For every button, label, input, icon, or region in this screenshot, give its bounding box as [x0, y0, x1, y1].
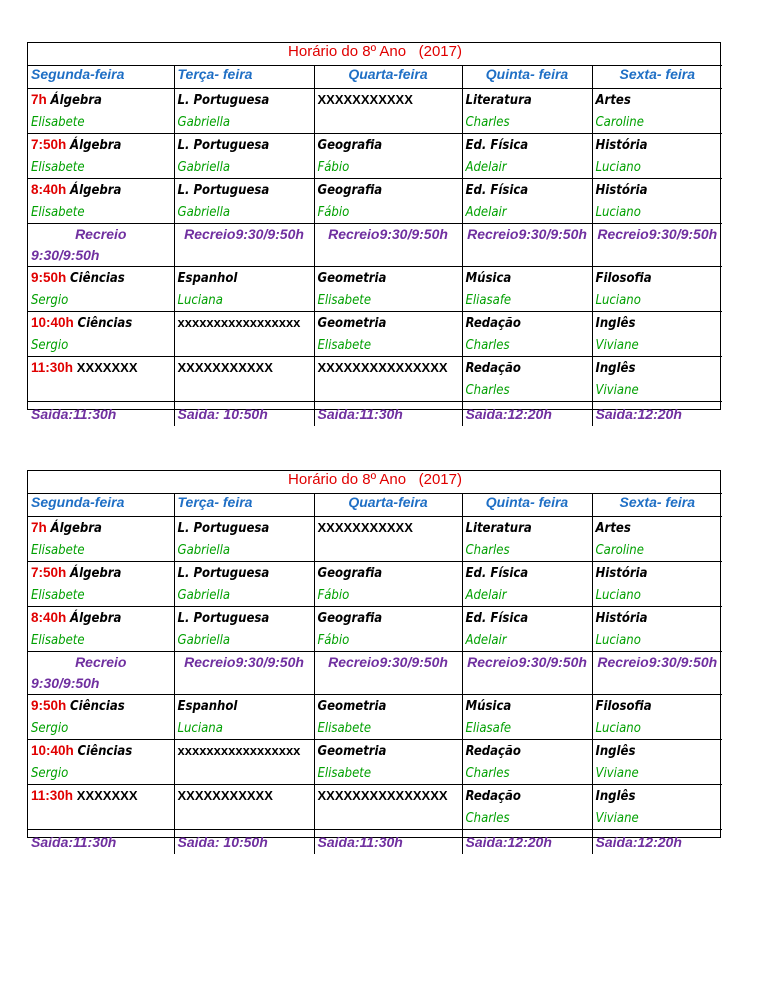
teacher-name: Elisabete	[317, 766, 372, 781]
teacher-name: Luciano	[595, 633, 641, 648]
subject-label: XXXXXXXXXXX	[177, 788, 273, 803]
period-cell	[462, 312, 592, 357]
day-header: Sexta- feira	[592, 66, 722, 89]
period-cell	[462, 179, 592, 224]
teacher-name: Fábio	[317, 160, 350, 175]
recess-label: Recreio	[597, 226, 649, 242]
recess-label: Recreio	[75, 654, 127, 670]
teacher-name: Elisabete	[31, 115, 85, 130]
teacher-name: Luciana	[177, 721, 223, 736]
period-cell	[174, 517, 314, 562]
recess-label: Recreio	[184, 226, 236, 242]
period-cell	[174, 134, 314, 179]
period-cell	[462, 267, 592, 312]
teacher-name: Sergio	[31, 721, 69, 736]
subject-label: XXXXXXXXXXX	[177, 360, 273, 375]
period-cell	[462, 517, 592, 562]
period-cell	[174, 179, 314, 224]
day-header: Segunda-feira	[28, 494, 174, 517]
teacher-name: Sergio	[31, 766, 69, 781]
teacher-name: Luciano	[595, 293, 641, 308]
subject-label: L. Portuguesa	[177, 611, 270, 626]
period-cell	[174, 267, 314, 312]
subject-label: XXXXXXXXXXXXXXX	[317, 788, 448, 803]
day-header: Quinta- feira	[462, 66, 592, 89]
recess-time: 9:30/9:50h	[518, 226, 587, 242]
subject-label: xxxxxxxxxxxxxxxxx	[177, 315, 301, 330]
day-header: Quarta-feira	[314, 66, 462, 89]
subject-label: Geografia	[317, 138, 383, 153]
subject-label: Inglês	[595, 744, 636, 759]
subject-label: História	[595, 611, 648, 626]
period-cell	[28, 267, 174, 312]
period-time: 7h	[31, 92, 47, 107]
dismissal-time: Saída:11:30h	[28, 402, 174, 427]
subject-label: Filosofia	[595, 271, 652, 286]
subject-label: Álgebra	[70, 138, 122, 153]
teacher-name: Charles	[465, 811, 510, 826]
day-header: Terça- feira	[174, 494, 314, 517]
period-cell	[28, 562, 174, 607]
recess-time: 9:30/9:50h	[648, 226, 718, 242]
subject-label: Geometria	[317, 744, 387, 759]
recess-cell	[314, 652, 462, 695]
teacher-name: Viviane	[595, 811, 639, 826]
day-header: Terça- feira	[174, 66, 314, 89]
recess-cell	[174, 224, 314, 267]
period-cell	[174, 562, 314, 607]
period-cell	[462, 562, 592, 607]
period-cell	[174, 89, 314, 134]
subject-label: Inglês	[595, 316, 636, 331]
subject-label: Álgebra	[70, 183, 122, 198]
teacher-name: Luciano	[595, 721, 641, 736]
period-cell	[314, 267, 462, 312]
period-cell	[174, 357, 314, 402]
period-cell	[314, 740, 462, 785]
teacher-name: Adelair	[465, 160, 507, 175]
period-cell	[314, 312, 462, 357]
period-cell	[462, 785, 592, 830]
recess-cell	[592, 652, 722, 695]
dismissal-time: Saída:11:30h	[314, 402, 462, 427]
period-time: 8:40h	[31, 182, 67, 197]
subject-label: Ed. Física	[465, 566, 529, 581]
recess-cell	[314, 224, 462, 267]
subject-label: Geografia	[317, 611, 383, 626]
dismissal-time: Saída: 10:50h	[174, 402, 314, 427]
teacher-name: Gabriella	[177, 633, 231, 648]
teacher-name: Luciano	[595, 160, 641, 175]
teacher-name: Charles	[465, 766, 510, 781]
period-cell	[592, 785, 722, 830]
teacher-name: Caroline	[595, 115, 644, 130]
recess-cell	[462, 652, 592, 695]
recess-cell	[462, 224, 592, 267]
recess-time: 9:30/9:50h	[379, 654, 448, 670]
period-cell	[592, 607, 722, 652]
teacher-name: Adelair	[465, 633, 507, 648]
teacher-name: Gabriella	[177, 205, 231, 220]
dismissal-time: Saída:12:20h	[592, 830, 722, 855]
subject-label: Ciências	[77, 316, 133, 331]
period-time: 9:50h	[31, 270, 67, 285]
teacher-name: Elisabete	[317, 338, 372, 353]
period-cell	[28, 89, 174, 134]
recess-label: Recreio	[597, 654, 649, 670]
period-cell	[314, 179, 462, 224]
dismissal-time: Saída:11:30h	[28, 830, 174, 855]
subject-label: Ed. Física	[465, 138, 529, 153]
period-cell	[314, 695, 462, 740]
subject-label: Inglês	[595, 789, 636, 804]
schedule-table-1	[27, 42, 721, 422]
subject-label: Ciências	[70, 699, 125, 714]
teacher-name: Viviane	[595, 766, 639, 781]
subject-label: XXXXXXX	[76, 360, 138, 375]
teacher-name: Sergio	[31, 293, 69, 308]
period-cell	[314, 562, 462, 607]
period-time: 7:50h	[31, 565, 67, 580]
teacher-name: Luciana	[177, 293, 223, 308]
recess-cell	[592, 224, 722, 267]
period-time: 11:30h	[31, 788, 74, 803]
dismissal-time: Saída:11:30h	[314, 830, 462, 855]
subject-label: Ed. Física	[465, 611, 529, 626]
teacher-name: Caroline	[595, 543, 644, 558]
schedule-title: Horário do 8º Ano (2017)	[28, 471, 722, 494]
period-cell	[174, 785, 314, 830]
subject-label: Filosofia	[595, 699, 652, 714]
dismissal-time: Saída:12:20h	[592, 402, 722, 427]
teacher-name: Elisabete	[31, 543, 85, 558]
period-cell	[462, 134, 592, 179]
period-cell	[314, 517, 462, 562]
period-cell	[592, 312, 722, 357]
period-cell	[314, 134, 462, 179]
recess-label: Recreio	[467, 654, 519, 670]
teacher-name: Fábio	[317, 205, 350, 220]
teacher-name: Gabriella	[177, 543, 231, 558]
period-cell	[174, 740, 314, 785]
period-cell	[28, 740, 174, 785]
recess-time: 9:30/9:50h	[379, 226, 448, 242]
teacher-name: Elisabete	[31, 160, 85, 175]
period-cell	[462, 89, 592, 134]
subject-label: Literatura	[465, 93, 532, 108]
recess-label: Recreio	[184, 654, 236, 670]
subject-label: Artes	[595, 521, 631, 536]
period-time: 11:30h	[31, 360, 74, 375]
teacher-name: Adelair	[465, 588, 507, 603]
period-cell	[462, 695, 592, 740]
recess-label: Recreio	[75, 226, 127, 242]
period-cell	[314, 785, 462, 830]
period-cell	[28, 179, 174, 224]
teacher-name: Elisabete	[317, 721, 372, 736]
period-cell	[592, 89, 722, 134]
period-cell	[28, 607, 174, 652]
period-time: 10:40h	[31, 315, 74, 330]
period-cell	[462, 740, 592, 785]
subject-label: L. Portuguesa	[177, 93, 270, 108]
recess-cell	[28, 224, 174, 267]
subject-label: L. Portuguesa	[177, 521, 270, 536]
recess-cell	[28, 652, 174, 695]
day-header: Quarta-feira	[314, 494, 462, 517]
recess-label: Recreio	[328, 226, 380, 242]
subject-label: Geometria	[317, 271, 387, 286]
teacher-name: Gabriella	[177, 115, 231, 130]
teacher-name: Viviane	[595, 383, 639, 398]
subject-label: XXXXXXXXXXX	[317, 92, 413, 107]
teacher-name: Eliasafe	[465, 293, 512, 308]
teacher-name: Sergio	[31, 338, 69, 353]
teacher-name: Charles	[465, 338, 510, 353]
period-cell	[28, 134, 174, 179]
subject-label: Inglês	[595, 361, 636, 376]
teacher-name: Fábio	[317, 588, 350, 603]
period-cell	[174, 607, 314, 652]
period-time: 8:40h	[31, 610, 67, 625]
teacher-name: Elisabete	[31, 205, 85, 220]
teacher-name: Gabriella	[177, 588, 231, 603]
subject-label: Redação	[465, 789, 521, 804]
period-time: 9:50h	[31, 698, 67, 713]
period-cell	[592, 740, 722, 785]
period-cell	[592, 517, 722, 562]
teacher-name: Eliasafe	[465, 721, 512, 736]
period-cell	[592, 562, 722, 607]
teacher-name: Luciano	[595, 205, 641, 220]
recess-time: 9:30/9:50h	[518, 654, 587, 670]
period-cell	[28, 695, 174, 740]
period-cell	[592, 179, 722, 224]
teacher-name: Luciano	[595, 588, 641, 603]
teacher-name: Viviane	[595, 338, 639, 353]
subject-label: Geometria	[317, 699, 387, 714]
period-cell	[592, 357, 722, 402]
recess-time: 9:30/9:50h	[235, 226, 304, 242]
teacher-name: Adelair	[465, 205, 507, 220]
recess-time: 9:30/9:50h	[31, 247, 100, 263]
period-cell	[462, 607, 592, 652]
subject-label: Álgebra	[70, 566, 122, 581]
subject-label: Ciências	[70, 271, 125, 286]
dismissal-time: Saída:12:20h	[462, 830, 592, 855]
period-cell	[28, 785, 174, 830]
recess-cell	[174, 652, 314, 695]
period-cell	[592, 695, 722, 740]
period-cell	[174, 312, 314, 357]
subject-label: Música	[465, 699, 512, 714]
subject-label: Redação	[465, 744, 521, 759]
period-cell	[314, 89, 462, 134]
subject-label: L. Portuguesa	[177, 138, 270, 153]
teacher-name: Elisabete	[31, 633, 85, 648]
subject-label: L. Portuguesa	[177, 566, 270, 581]
period-cell	[592, 134, 722, 179]
period-cell	[28, 517, 174, 562]
recess-time: 9:30/9:50h	[235, 654, 304, 670]
day-header: Segunda-feira	[28, 66, 174, 89]
subject-label: Ed. Física	[465, 183, 529, 198]
dismissal-time: Saída:12:20h	[462, 402, 592, 427]
teacher-name: Fábio	[317, 633, 350, 648]
subject-label: Geometria	[317, 316, 387, 331]
period-cell	[314, 607, 462, 652]
day-header: Sexta- feira	[592, 494, 722, 517]
teacher-name: Gabriella	[177, 160, 231, 175]
recess-label: Recreio	[467, 226, 519, 242]
period-time: 10:40h	[31, 743, 74, 758]
dismissal-time: Saída: 10:50h	[174, 830, 314, 855]
period-cell	[314, 357, 462, 402]
period-cell	[462, 357, 592, 402]
recess-time: 9:30/9:50h	[648, 654, 718, 670]
day-header: Quinta- feira	[462, 494, 592, 517]
period-time: 7:50h	[31, 137, 67, 152]
teacher-name: Charles	[465, 383, 510, 398]
subject-label: História	[595, 183, 648, 198]
teacher-name: Elisabete	[317, 293, 372, 308]
subject-label: XXXXXXX	[76, 788, 138, 803]
subject-label: Literatura	[465, 521, 532, 536]
period-cell	[174, 695, 314, 740]
period-cell	[28, 312, 174, 357]
teacher-name: Charles	[465, 543, 510, 558]
schedule-title: Horário do 8º Ano (2017)	[28, 43, 722, 66]
subject-label: Espanhol	[177, 271, 238, 286]
subject-label: Álgebra	[50, 521, 102, 536]
subject-label: xxxxxxxxxxxxxxxxx	[177, 743, 301, 758]
subject-label: XXXXXXXXXXX	[317, 520, 413, 535]
subject-label: L. Portuguesa	[177, 183, 270, 198]
period-time: 7h	[31, 520, 47, 535]
subject-label: Álgebra	[70, 611, 122, 626]
subject-label: Música	[465, 271, 512, 286]
period-cell	[28, 357, 174, 402]
subject-label: Redação	[465, 316, 521, 331]
subject-label: XXXXXXXXXXXXXXX	[317, 360, 448, 375]
subject-label: Redação	[465, 361, 521, 376]
subject-label: Álgebra	[50, 93, 102, 108]
schedule-table-2	[27, 470, 721, 850]
subject-label: História	[595, 566, 648, 581]
subject-label: Espanhol	[177, 699, 238, 714]
subject-label: Geografia	[317, 183, 383, 198]
subject-label: Artes	[595, 93, 631, 108]
subject-label: Ciências	[77, 744, 133, 759]
recess-label: Recreio	[328, 654, 380, 670]
teacher-name: Charles	[465, 115, 510, 130]
teacher-name: Elisabete	[31, 588, 85, 603]
subject-label: História	[595, 138, 648, 153]
recess-time: 9:30/9:50h	[31, 675, 100, 691]
subject-label: Geografia	[317, 566, 383, 581]
period-cell	[592, 267, 722, 312]
